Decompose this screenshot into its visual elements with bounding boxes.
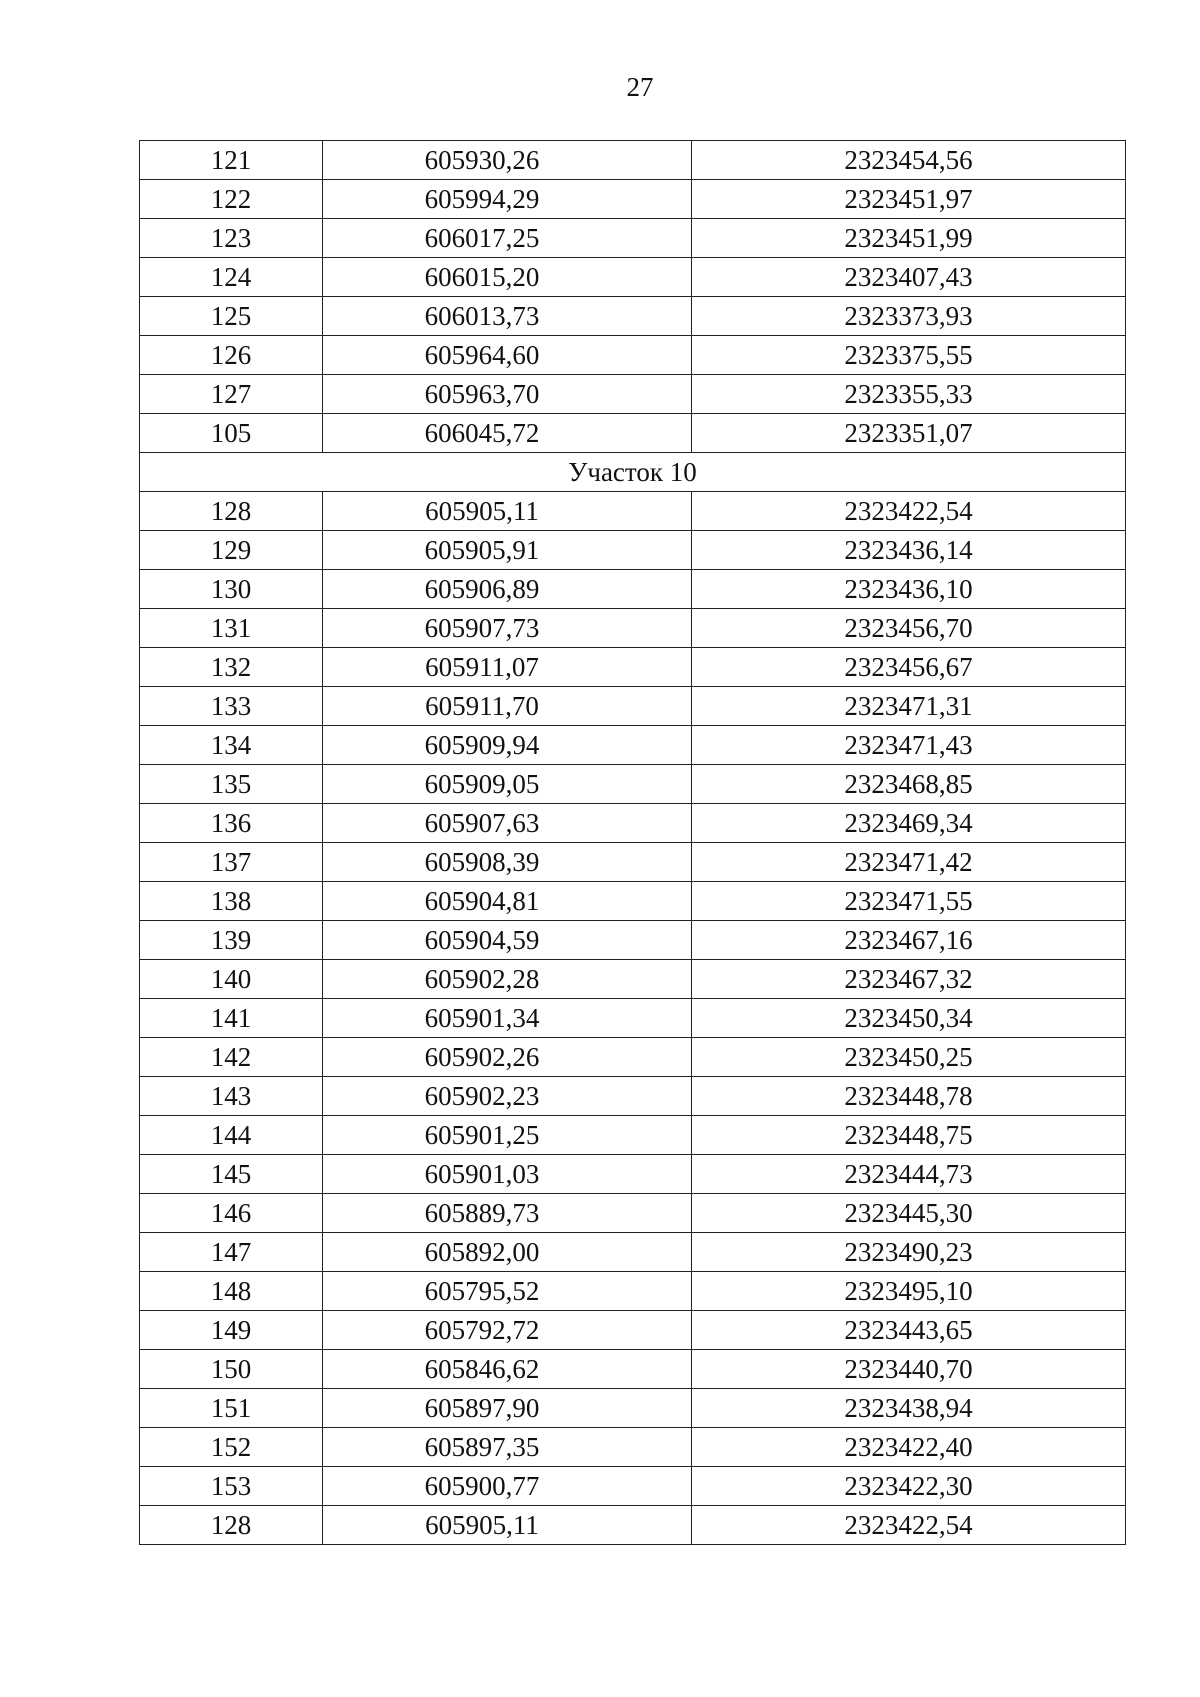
x-coordinate-cell: 605897,90 — [323, 1389, 692, 1428]
y-coordinate-cell: 2323448,75 — [692, 1116, 1126, 1155]
x-coordinate-cell: 605964,60 — [323, 336, 692, 375]
table-row — [140, 999, 1126, 1038]
point-number-cell: 152 — [140, 1428, 323, 1467]
point-number-cell: 146 — [140, 1194, 323, 1233]
table-row — [140, 258, 1126, 297]
x-coordinate-cell: 605994,29 — [323, 180, 692, 219]
point-number-cell: 150 — [140, 1350, 323, 1389]
x-coordinate-cell: 606017,25 — [323, 219, 692, 258]
x-coordinate-cell: 605846,62 — [323, 1350, 692, 1389]
x-coordinate-cell: 605904,81 — [323, 882, 692, 921]
section-label: Участок 10 — [140, 453, 1126, 492]
point-number-cell: 134 — [140, 726, 323, 765]
x-coordinate-cell: 605902,26 — [323, 1038, 692, 1077]
table-row — [140, 141, 1126, 180]
point-number-cell: 140 — [140, 960, 323, 999]
y-coordinate-cell: 2323450,25 — [692, 1038, 1126, 1077]
point-number-cell: 144 — [140, 1116, 323, 1155]
point-number-cell: 121 — [140, 141, 323, 180]
y-coordinate-cell: 2323436,14 — [692, 531, 1126, 570]
table-row — [140, 1350, 1126, 1389]
point-number-cell: 136 — [140, 804, 323, 843]
table-row — [140, 921, 1126, 960]
table-row — [140, 687, 1126, 726]
y-coordinate-cell: 2323456,70 — [692, 609, 1126, 648]
y-coordinate-cell: 2323422,40 — [692, 1428, 1126, 1467]
y-coordinate-cell: 2323469,34 — [692, 804, 1126, 843]
x-coordinate-cell: 605901,03 — [323, 1155, 692, 1194]
point-number-cell: 122 — [140, 180, 323, 219]
x-coordinate-cell: 605904,59 — [323, 921, 692, 960]
y-coordinate-cell: 2323436,10 — [692, 570, 1126, 609]
table-row — [140, 1194, 1126, 1233]
y-coordinate-cell: 2323467,16 — [692, 921, 1126, 960]
table-row — [140, 765, 1126, 804]
point-number-cell: 124 — [140, 258, 323, 297]
x-coordinate-cell: 605900,77 — [323, 1467, 692, 1506]
x-coordinate-cell: 605795,52 — [323, 1272, 692, 1311]
table-row — [140, 570, 1126, 609]
y-coordinate-cell: 2323451,99 — [692, 219, 1126, 258]
y-coordinate-cell: 2323375,55 — [692, 336, 1126, 375]
x-coordinate-cell: 605901,34 — [323, 999, 692, 1038]
x-coordinate-cell: 606013,73 — [323, 297, 692, 336]
table-row — [140, 648, 1126, 687]
coordinates-table — [139, 140, 1126, 1545]
x-coordinate-cell: 605930,26 — [323, 141, 692, 180]
table-row — [140, 219, 1126, 258]
point-number-cell: 130 — [140, 570, 323, 609]
y-coordinate-cell: 2323448,78 — [692, 1077, 1126, 1116]
point-number-cell: 123 — [140, 219, 323, 258]
y-coordinate-cell: 2323422,30 — [692, 1467, 1126, 1506]
x-coordinate-cell: 606045,72 — [323, 414, 692, 453]
table-row — [140, 1467, 1126, 1506]
point-number-cell: 147 — [140, 1233, 323, 1272]
y-coordinate-cell: 2323422,54 — [692, 492, 1126, 531]
y-coordinate-cell: 2323490,23 — [692, 1233, 1126, 1272]
point-number-cell: 153 — [140, 1467, 323, 1506]
x-coordinate-cell: 605792,72 — [323, 1311, 692, 1350]
point-number-cell: 135 — [140, 765, 323, 804]
table-row — [140, 336, 1126, 375]
point-number-cell: 151 — [140, 1389, 323, 1428]
point-number-cell: 143 — [140, 1077, 323, 1116]
point-number-cell: 149 — [140, 1311, 323, 1350]
x-coordinate-cell: 605911,70 — [323, 687, 692, 726]
table-row — [140, 609, 1126, 648]
x-coordinate-cell: 605889,73 — [323, 1194, 692, 1233]
y-coordinate-cell: 2323454,56 — [692, 141, 1126, 180]
y-coordinate-cell: 2323355,33 — [692, 375, 1126, 414]
x-coordinate-cell: 605907,63 — [323, 804, 692, 843]
table-row — [140, 180, 1126, 219]
table-row — [140, 297, 1126, 336]
point-number-cell: 138 — [140, 882, 323, 921]
coordinates-table-body — [140, 141, 1126, 1545]
point-number-cell: 128 — [140, 1506, 323, 1545]
table-row — [140, 960, 1126, 999]
point-number-cell: 125 — [140, 297, 323, 336]
table-row — [140, 1077, 1126, 1116]
point-number-cell: 139 — [140, 921, 323, 960]
y-coordinate-cell: 2323471,42 — [692, 843, 1126, 882]
y-coordinate-cell: 2323351,07 — [692, 414, 1126, 453]
y-coordinate-cell: 2323471,31 — [692, 687, 1126, 726]
point-number-cell: 127 — [140, 375, 323, 414]
y-coordinate-cell: 2323450,34 — [692, 999, 1126, 1038]
point-number-cell: 105 — [140, 414, 323, 453]
point-number-cell: 131 — [140, 609, 323, 648]
x-coordinate-cell: 605905,11 — [323, 492, 692, 531]
x-coordinate-cell: 605901,25 — [323, 1116, 692, 1155]
point-number-cell: 142 — [140, 1038, 323, 1077]
x-coordinate-cell: 605897,35 — [323, 1428, 692, 1467]
table-row — [140, 1233, 1126, 1272]
y-coordinate-cell: 2323445,30 — [692, 1194, 1126, 1233]
x-coordinate-cell: 605911,07 — [323, 648, 692, 687]
y-coordinate-cell: 2323456,67 — [692, 648, 1126, 687]
y-coordinate-cell: 2323468,85 — [692, 765, 1126, 804]
point-number-cell: 128 — [140, 492, 323, 531]
point-number-cell: 132 — [140, 648, 323, 687]
table-row — [140, 843, 1126, 882]
x-coordinate-cell: 606015,20 — [323, 258, 692, 297]
y-coordinate-cell: 2323467,32 — [692, 960, 1126, 999]
x-coordinate-cell: 605902,23 — [323, 1077, 692, 1116]
y-coordinate-cell: 2323407,43 — [692, 258, 1126, 297]
y-coordinate-cell: 2323373,93 — [692, 297, 1126, 336]
table-row — [140, 1038, 1126, 1077]
point-number-cell: 126 — [140, 336, 323, 375]
x-coordinate-cell: 605902,28 — [323, 960, 692, 999]
table-row — [140, 1389, 1126, 1428]
y-coordinate-cell: 2323422,54 — [692, 1506, 1126, 1545]
table-row — [140, 1272, 1126, 1311]
table-row — [140, 1116, 1126, 1155]
table-row — [140, 375, 1126, 414]
point-number-cell: 129 — [140, 531, 323, 570]
x-coordinate-cell: 605908,39 — [323, 843, 692, 882]
table-row — [140, 531, 1126, 570]
y-coordinate-cell: 2323451,97 — [692, 180, 1126, 219]
x-coordinate-cell: 605907,73 — [323, 609, 692, 648]
table-row — [140, 1506, 1126, 1545]
x-coordinate-cell: 605906,89 — [323, 570, 692, 609]
x-coordinate-cell: 605909,94 — [323, 726, 692, 765]
point-number-cell: 137 — [140, 843, 323, 882]
y-coordinate-cell: 2323443,65 — [692, 1311, 1126, 1350]
table-row — [140, 882, 1126, 921]
table-row — [140, 414, 1126, 453]
x-coordinate-cell: 605905,11 — [323, 1506, 692, 1545]
table-row — [140, 726, 1126, 765]
x-coordinate-cell: 605909,05 — [323, 765, 692, 804]
table-row — [140, 492, 1126, 531]
table-row — [140, 1155, 1126, 1194]
x-coordinate-cell: 605963,70 — [323, 375, 692, 414]
point-number-cell: 145 — [140, 1155, 323, 1194]
table-row — [140, 1428, 1126, 1467]
x-coordinate-cell: 605905,91 — [323, 531, 692, 570]
y-coordinate-cell: 2323438,94 — [692, 1389, 1126, 1428]
y-coordinate-cell: 2323471,43 — [692, 726, 1126, 765]
page-number: 27 — [626, 72, 654, 102]
point-number-cell: 141 — [140, 999, 323, 1038]
y-coordinate-cell: 2323440,70 — [692, 1350, 1126, 1389]
x-coordinate-cell: 605892,00 — [323, 1233, 692, 1272]
table-row — [140, 1311, 1126, 1350]
point-number-cell: 133 — [140, 687, 323, 726]
point-number-cell: 148 — [140, 1272, 323, 1311]
section-header-row — [140, 453, 1126, 492]
y-coordinate-cell: 2323444,73 — [692, 1155, 1126, 1194]
y-coordinate-cell: 2323495,10 — [692, 1272, 1126, 1311]
table-row — [140, 804, 1126, 843]
y-coordinate-cell: 2323471,55 — [692, 882, 1126, 921]
